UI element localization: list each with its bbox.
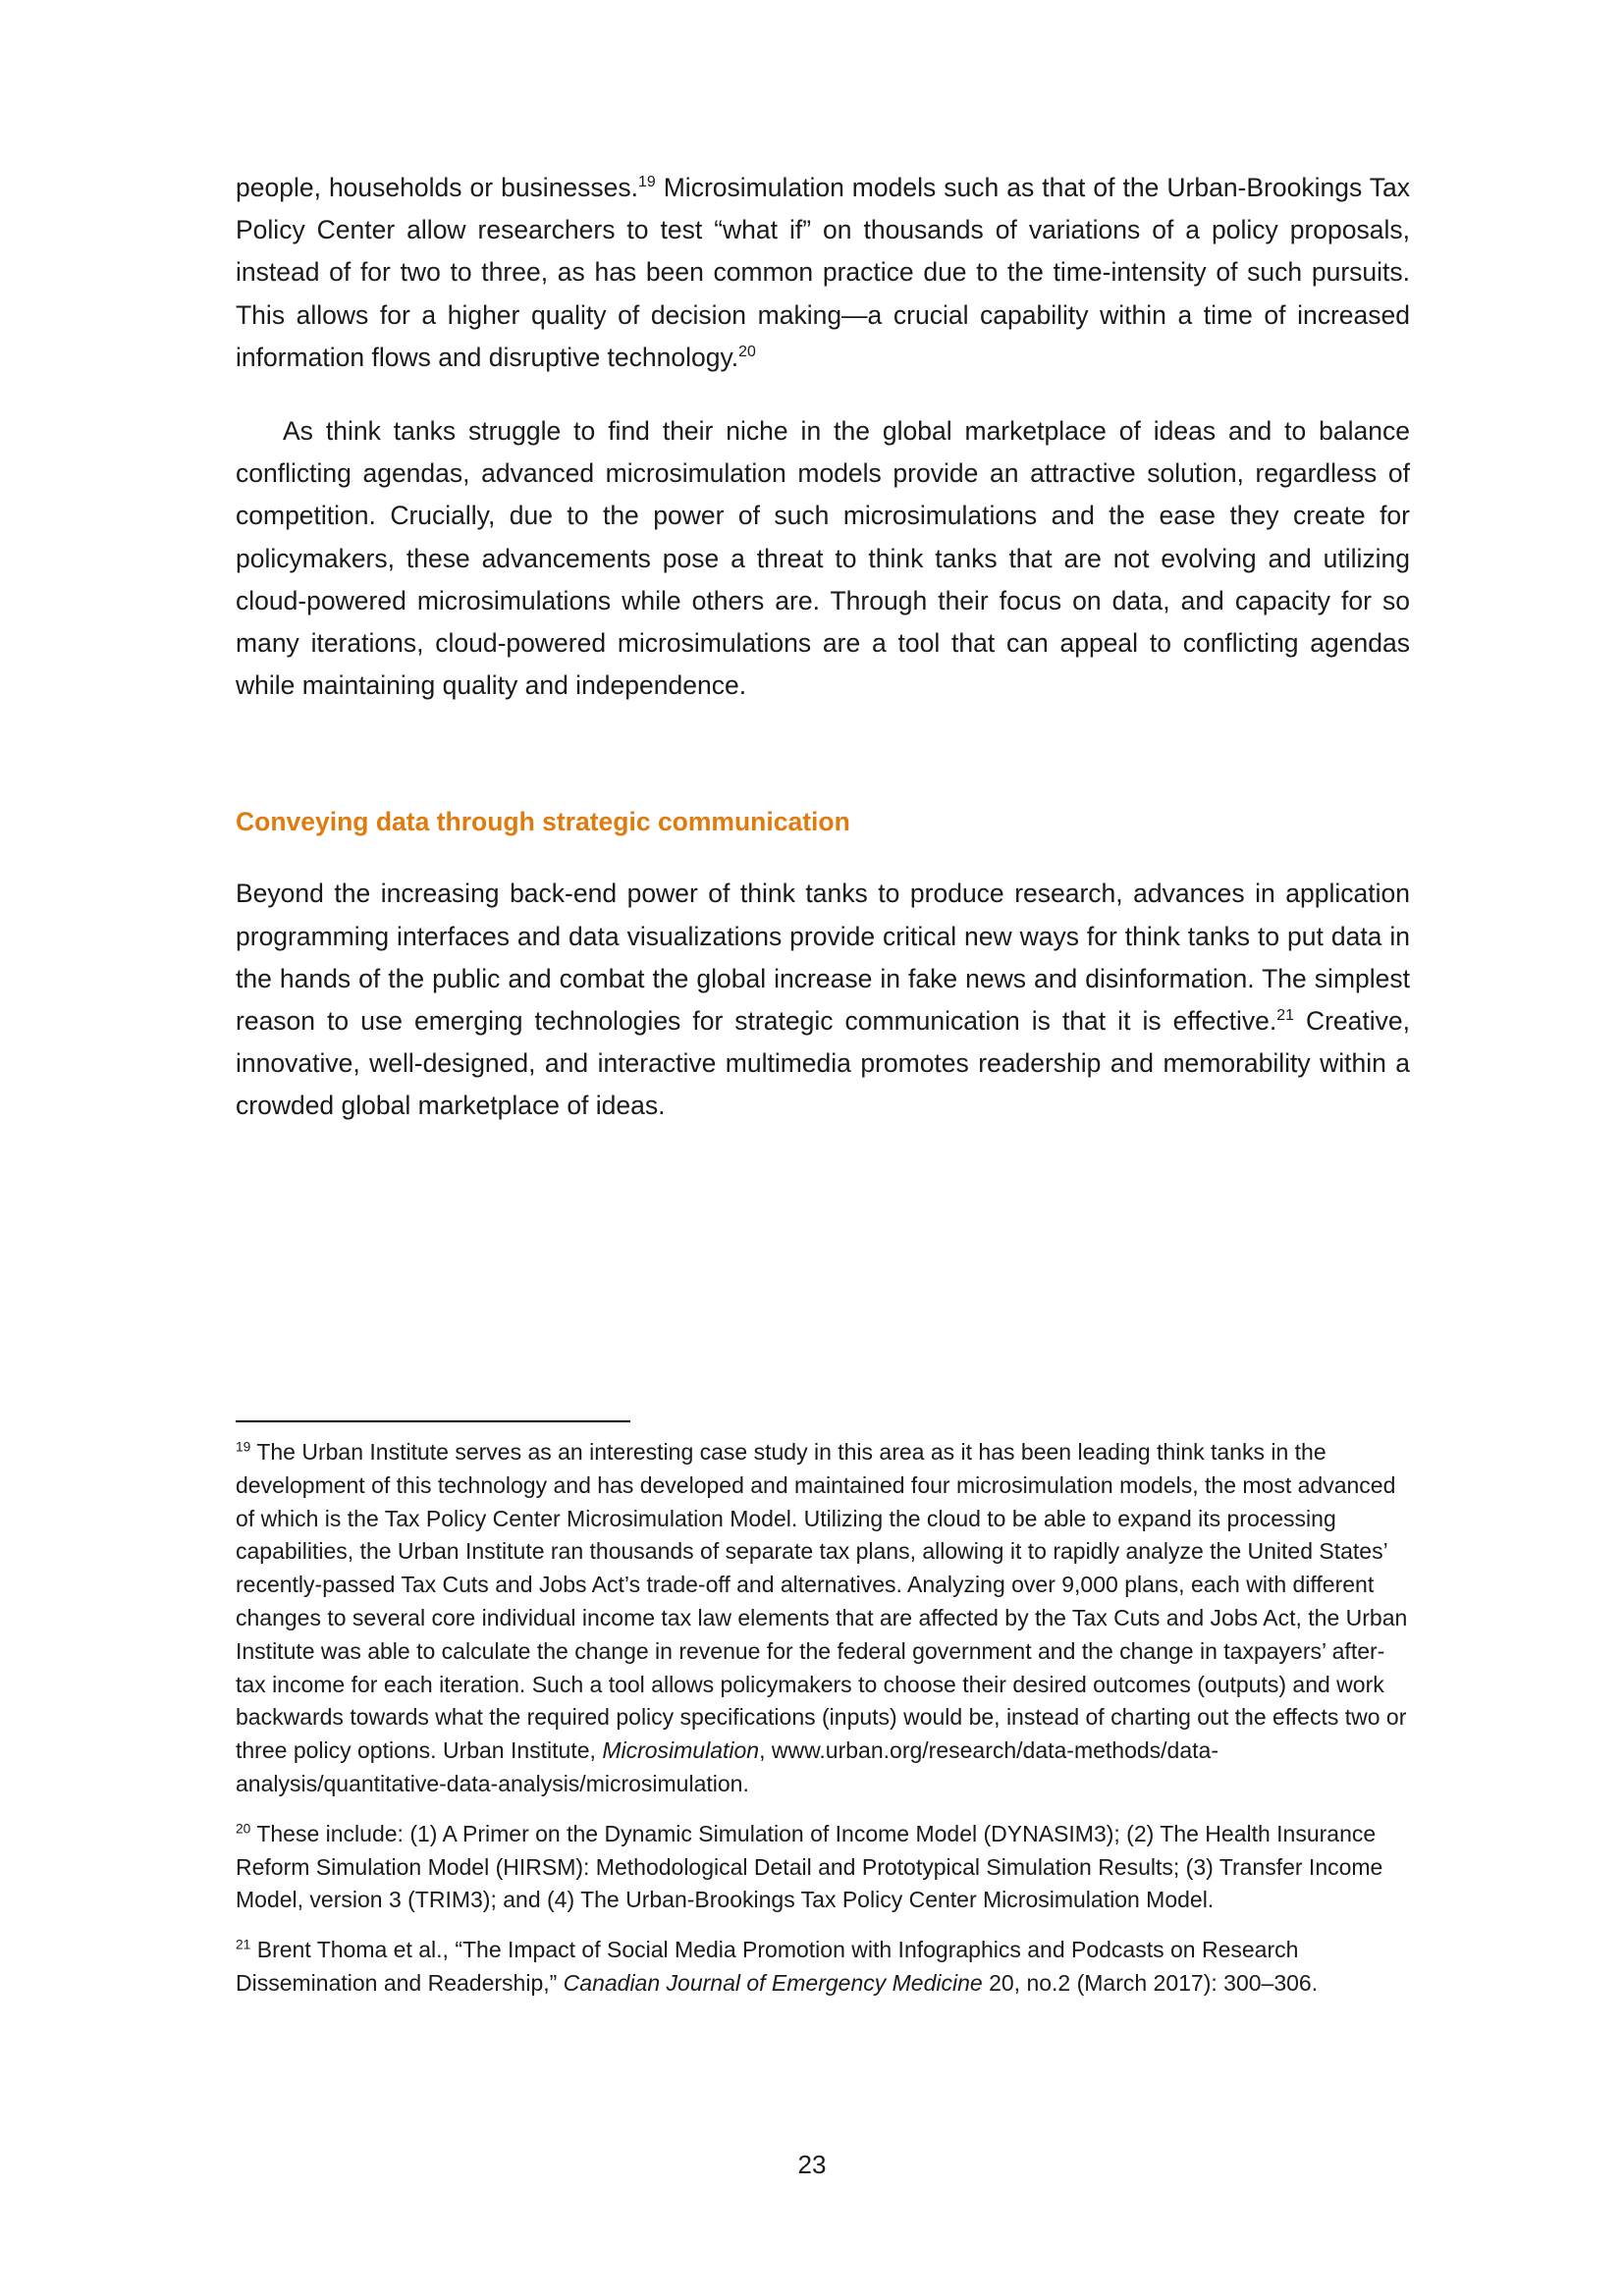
footnote-19-title: Microsimulation	[602, 1737, 760, 1764]
paragraph-1-text-b: Microsimulation models such as that of the Urban-Brookings Tax Policy Center allow researchers to test “what if” on thousands of variations of a policy proposals, instead of for two to three, as has been common practice due to the time-intensity of such pursuits. This allows for a higher quality of decision making—a crucial capability within a time of increased information flows and disruptive technology.	[236, 173, 1410, 372]
footnote-21-journal: Canadian Journal of Emergency Medicine	[563, 1969, 983, 1996]
footnote-21-text-b: 20, no.2 (March 2017): 300–306.	[982, 1969, 1319, 1996]
paragraph-3-text-b: Creative, innovative, well-designed, and interactive multimedia promotes readership and memorability within a crowded global marketplace of ideas.	[236, 1006, 1411, 1121]
footnote-ref-19[interactable]: 19	[638, 174, 656, 191]
footnote-21-text-a: Brent Thoma et al., “The Impact of Social Media Promotion with Infographics and Podcasts on Research Dissemination and Readership,”	[236, 1937, 1299, 1996]
paragraph-3	[236, 873, 1410, 1127]
footnote-19	[236, 1436, 1410, 1801]
footnote-number-19: 19	[236, 1439, 251, 1455]
footnote-number-20: 20	[236, 1821, 251, 1837]
main-content	[236, 167, 1410, 1128]
footnote-ref-21[interactable]: 21	[1276, 1007, 1294, 1025]
footnotes-section	[236, 1420, 1410, 2017]
paragraph-1	[236, 167, 1410, 379]
footnote-ref-20[interactable]: 20	[738, 343, 756, 360]
paragraph-2: As think tanks struggle to find their niche in the global marketplace of ideas and to balance conflicting agendas, advanced microsimulation models provide an attractive solution, regardless of competition. Crucially, due to the power of such microsimulations and the ease they create for policymakers, these advancements pose a threat to think tanks that are not evolving and utilizing cloud-powered microsimulations while others are. Through their focus on data, and capacity for so many iterations, cloud-powered microsimulations are a tool that can appeal to conflicting agendas while maintaining quality and independence.	[236, 416, 1410, 701]
footnote-20-text: These include: (1) A Primer on the Dynamic Simulation of Income Model (DYNASIM3); (2) The Health Insurance Reform Simulation Model (HIRSM): Methodological Detail and Prototypical Simulation Results; (3) Transfer Income Model, version 3 (TRIM3); and (4) The Urban-Brookings Tax Policy Center Microsimulation Model.	[236, 1820, 1383, 1913]
paragraph-1-text-a: people, households or businesses.	[236, 173, 639, 202]
footnote-number-21: 21	[236, 1937, 251, 1952]
footnote-19-text-a: The Urban Institute serves as an interesting case study in this area as it has been leading think tanks in the development of this technology and has developed and maintained four microsimulation models, the most advanced of which is the Tax Policy Center Microsimulation Model. Utilizing the cloud to be able to expand its processing capabilities, the Urban Institute ran thousands of separate tax plans, allowing it to rapidly analyze the United States’ recently-passed Tax Cuts and Jobs Act’s trade-off and alternatives. Analyzing over 9,000 plans, each with different changes to several core individual income tax law elements that are affected by the Tax Cuts and Jobs Act, the Urban Institute was able to calculate the change in revenue for the federal government and the change in taxpayers’ after-tax income for each iteration. Such a tool allows policymakers to choose their desired outcomes (outputs) and work backwards towards what the required policy specifications (inputs) would be, instead of charting out the effects two or three policy options. Urban Institute,	[236, 1439, 1408, 1764]
footnote-20	[236, 1818, 1410, 1917]
page-number: 23	[797, 2150, 827, 2179]
paragraph-3-text-a: Beyond the increasing back-end power of think tanks to produce research, advances in application programming interfaces and data visualizations provide critical new ways for think tanks to put data in the hands of the public and combat the global increase in fake news and disinformation. The simplest reason to use emerging technologies for strategic communication is that it is effective.	[236, 879, 1410, 1037]
section-heading: Conveying data through strategic communication	[236, 807, 850, 837]
footnote-21	[236, 1934, 1410, 2001]
footnote-divider	[236, 1420, 630, 1422]
footnote-19-url[interactable]: , www.urban.org/research/data-methods/data-analysis/quantitative-data-analysis/microsimulation.	[236, 1737, 1218, 1796]
